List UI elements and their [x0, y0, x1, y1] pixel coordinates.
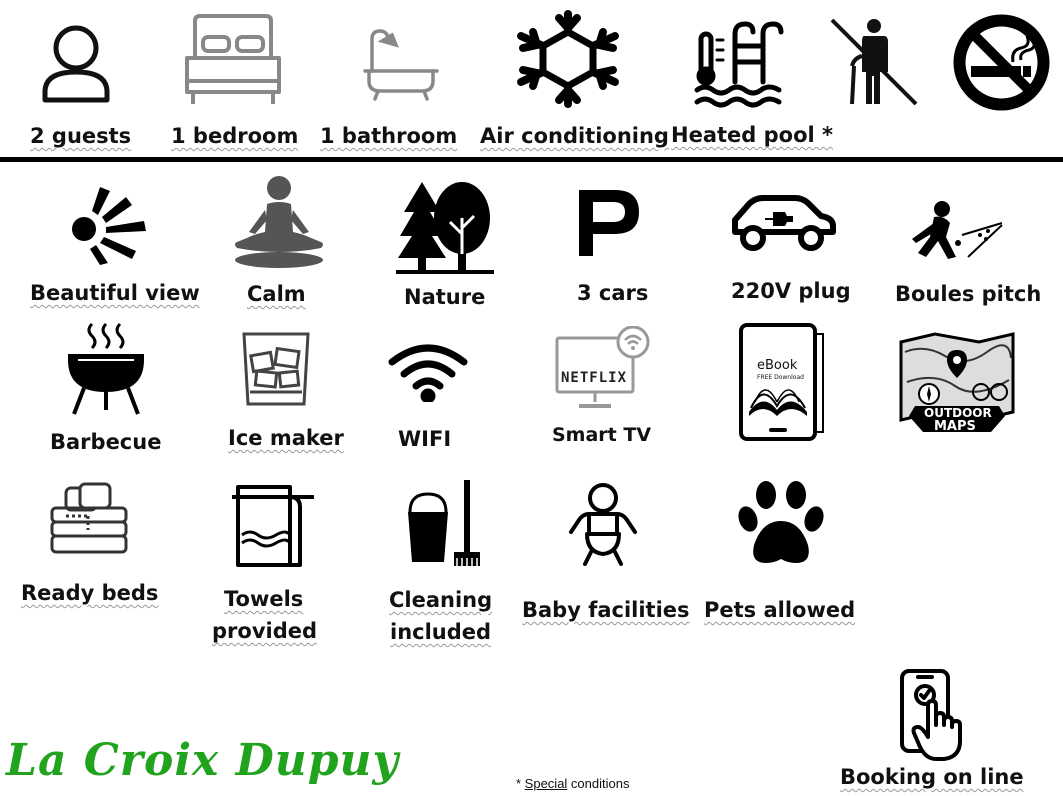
- barbecue-label: Barbecue: [50, 430, 162, 454]
- cleaning-label-line1: Cleaning: [389, 588, 493, 612]
- ebook-subtitle: FREE Download: [757, 374, 804, 381]
- bucket-mop-icon: [402, 478, 496, 568]
- air-conditioning-label: Air conditioning: [480, 124, 669, 148]
- beautiful-view-label: Beautiful view: [30, 281, 200, 305]
- nature-label: Nature: [404, 285, 486, 309]
- bed-icon: [183, 13, 283, 107]
- no-elderly-icon: [828, 16, 920, 108]
- no-smoking-icon: [953, 14, 1050, 111]
- ebook-title: eBook: [757, 358, 798, 373]
- parking-icon: [575, 186, 643, 258]
- footnote-suffix: conditions: [567, 776, 630, 791]
- footnote-prefix: *: [516, 776, 525, 791]
- paw-icon: [738, 481, 824, 567]
- calm-label: Calm: [247, 282, 306, 306]
- folded-bedding-icon: [48, 480, 130, 556]
- trees-icon: [396, 178, 494, 276]
- netflix-badge: NETFLIX: [561, 370, 628, 386]
- maps-line2: MAPS: [934, 419, 976, 434]
- towels-label-line1: Towels: [224, 587, 304, 611]
- footnote: [516, 776, 629, 791]
- meditation-icon: [231, 174, 327, 270]
- ebook-reader-icon: [737, 322, 829, 442]
- baby-icon: [567, 482, 639, 568]
- electric-car-icon: [729, 192, 837, 252]
- ready-beds-label: Ready beds: [21, 581, 159, 605]
- pets-allowed-label: Pets allowed: [704, 598, 856, 622]
- brand-logo-text: La Croix Dupuy: [6, 735, 400, 786]
- maps-line1: OUTDOOR: [924, 406, 992, 420]
- wifi-label: WIFI: [398, 427, 452, 451]
- wifi-icon: [386, 340, 470, 402]
- boules-player-icon: [898, 199, 1006, 261]
- heated-pool-label: Heated pool *: [671, 123, 833, 147]
- phone-touch-icon: [898, 667, 964, 763]
- ice-glass-icon: [240, 330, 312, 408]
- footnote-special: Special: [524, 776, 568, 791]
- towels-label-line2: provided: [212, 619, 318, 643]
- bathroom-label: 1 bathroom: [320, 124, 458, 148]
- bedroom-label: 1 bedroom: [171, 124, 299, 148]
- plug-label: 220V plug: [731, 279, 851, 303]
- sun-rays-icon: [70, 183, 152, 265]
- baby-facilities-label: Baby facilities: [522, 598, 690, 622]
- boules-pitch-label: Boules pitch: [895, 282, 1042, 306]
- bathtub-icon: [362, 25, 440, 103]
- snowflake-icon: [515, 10, 621, 108]
- towel-icon: [228, 481, 318, 567]
- section-divider: [0, 157, 1063, 162]
- barbecue-icon: [62, 320, 150, 416]
- pool-icon: [693, 20, 785, 108]
- cars-label: 3 cars: [577, 281, 649, 305]
- smart-tv-label: Smart TV: [552, 424, 652, 446]
- guests-label: 2 guests: [30, 124, 132, 148]
- person-icon: [40, 22, 112, 104]
- ice-maker-label: Ice maker: [228, 426, 344, 450]
- booking-label[interactable]: Booking on line: [840, 765, 1024, 789]
- cleaning-label-line2: included: [390, 620, 492, 644]
